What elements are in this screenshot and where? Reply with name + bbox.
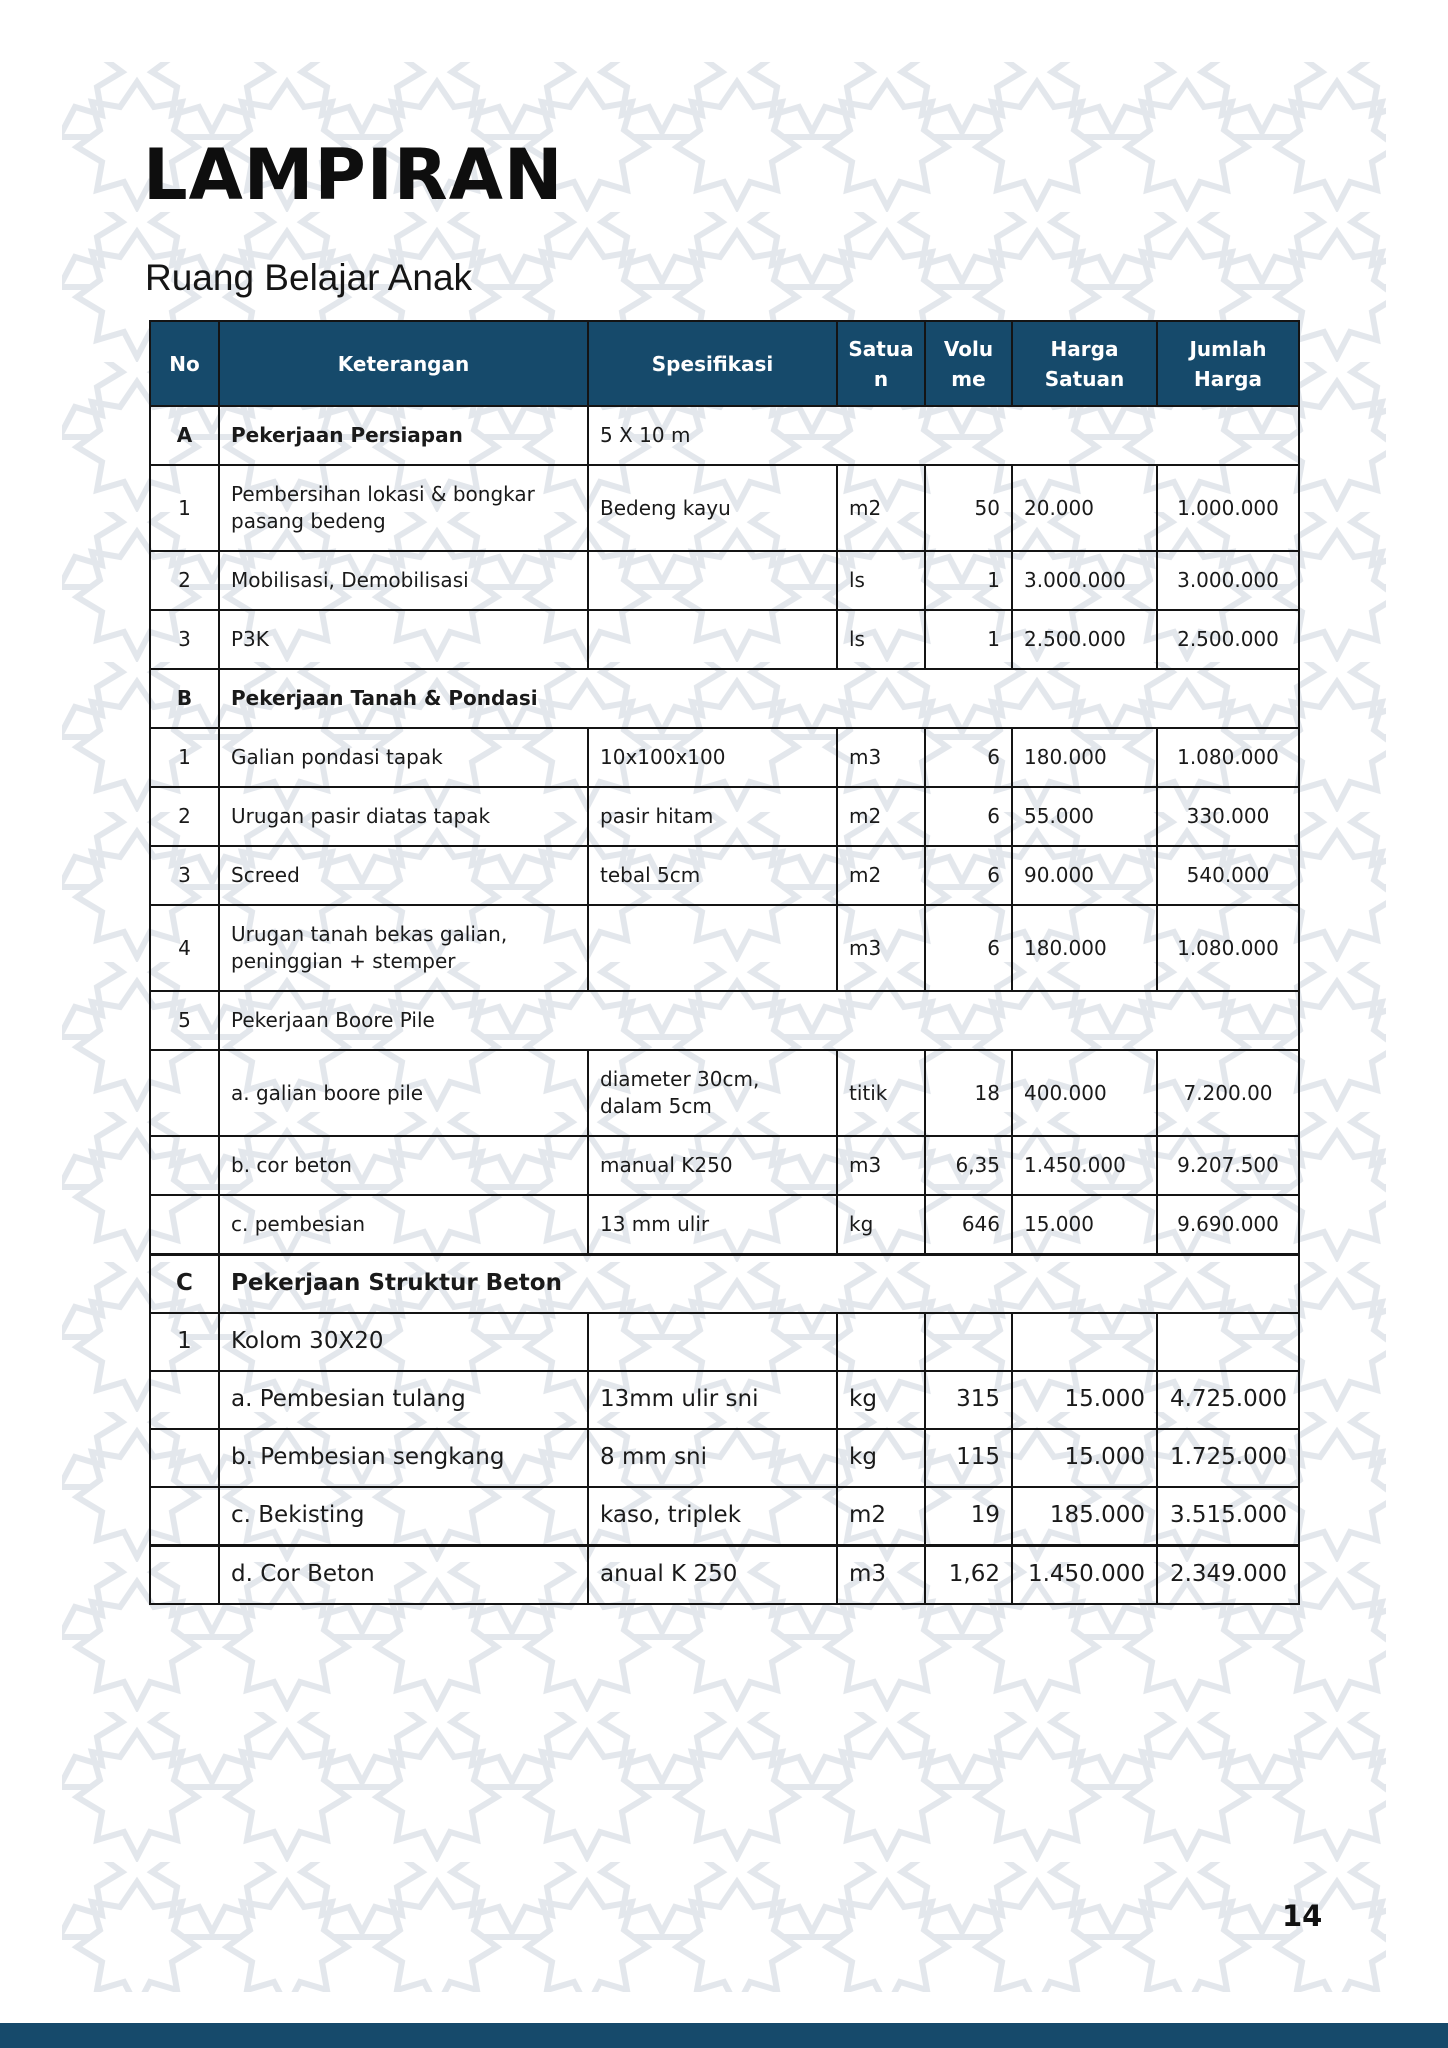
row-jumlah-harga: 3.000.000 (1157, 551, 1299, 610)
cost-table (149, 320, 1300, 1605)
table-row (150, 1371, 1299, 1429)
table-row (150, 846, 1299, 905)
subsection-row (150, 991, 1299, 1050)
table-row (150, 465, 1299, 551)
row-spesifikasi: kaso, triplek (588, 1487, 837, 1546)
row-no: 4 (150, 905, 219, 991)
row-jumlah-harga: 9.690.000 (1157, 1195, 1299, 1255)
row-keterangan: c. Bekisting (219, 1487, 588, 1546)
row-no: B (150, 669, 219, 728)
row-harga-satuan: 55.000 (1012, 787, 1157, 846)
table-row (150, 1050, 1299, 1136)
row-jumlah-harga: 1.080.000 (1157, 728, 1299, 787)
row-satuan: kg (837, 1429, 925, 1487)
header-satuan: Satua n (837, 321, 925, 406)
row-volume: 115 (925, 1429, 1012, 1487)
row-no: 2 (150, 787, 219, 846)
row-no (150, 1371, 219, 1429)
row-volume: 315 (925, 1371, 1012, 1429)
row-harga-satuan: 15.000 (1012, 1195, 1157, 1255)
row-satuan: kg (837, 1195, 925, 1255)
row-harga-satuan: 20.000 (1012, 465, 1157, 551)
row-harga-satuan (1012, 1313, 1157, 1371)
row-harga-satuan: 90.000 (1012, 846, 1157, 905)
row-harga-satuan: 180.000 (1012, 728, 1157, 787)
row-no: 1 (150, 728, 219, 787)
row-harga-satuan: 15.000 (1012, 1371, 1157, 1429)
row-keterangan: Galian pondasi tapak (219, 728, 588, 787)
section-row (150, 1255, 1299, 1314)
header-jumlah-harga: Jumlah Harga (1157, 321, 1299, 406)
row-spesifikasi: 5 X 10 m (588, 406, 1299, 465)
row-jumlah-harga: 1.000.000 (1157, 465, 1299, 551)
row-harga-satuan: 1.450.000 (1012, 1136, 1157, 1195)
row-spesifikasi: Bedeng kayu (588, 465, 837, 551)
table-row (150, 1136, 1299, 1195)
row-keterangan: Pekerjaan Tanah & Pondasi (219, 669, 1299, 728)
row-harga-satuan: 1.450.000 (1012, 1546, 1157, 1605)
row-volume: 646 (925, 1195, 1012, 1255)
row-no: 3 (150, 610, 219, 669)
row-spesifikasi: anual K 250 (588, 1546, 837, 1605)
row-keterangan: Urugan tanah bekas galian, peninggian + stemper (219, 905, 588, 991)
table-row (150, 905, 1299, 991)
row-no (150, 1546, 219, 1605)
table-row (150, 551, 1299, 610)
row-keterangan: Urugan pasir diatas tapak (219, 787, 588, 846)
row-volume: 1 (925, 610, 1012, 669)
row-volume: 19 (925, 1487, 1012, 1546)
row-harga-satuan: 180.000 (1012, 905, 1157, 991)
row-jumlah-harga (1157, 1313, 1299, 1371)
row-keterangan: Mobilisasi, Demobilisasi (219, 551, 588, 610)
row-satuan: m2 (837, 465, 925, 551)
row-no (150, 1050, 219, 1136)
row-no (150, 1429, 219, 1487)
row-harga-satuan: 400.000 (1012, 1050, 1157, 1136)
row-spesifikasi (588, 905, 837, 991)
row-keterangan: b. Pembesian sengkang (219, 1429, 588, 1487)
row-volume: 6 (925, 846, 1012, 905)
row-satuan: m2 (837, 787, 925, 846)
row-no: A (150, 406, 219, 465)
row-jumlah-harga: 7.200.00 (1157, 1050, 1299, 1136)
row-spesifikasi (588, 1313, 837, 1371)
row-keterangan: Pekerjaan Boore Pile (219, 991, 1299, 1050)
row-jumlah-harga: 1.080.000 (1157, 905, 1299, 991)
row-harga-satuan: 15.000 (1012, 1429, 1157, 1487)
row-no (150, 1136, 219, 1195)
row-volume: 6 (925, 905, 1012, 991)
row-spesifikasi: 13mm ulir sni (588, 1371, 837, 1429)
row-satuan: m3 (837, 1546, 925, 1605)
row-jumlah-harga: 4.725.000 (1157, 1371, 1299, 1429)
row-volume: 18 (925, 1050, 1012, 1136)
row-jumlah-harga: 2.500.000 (1157, 610, 1299, 669)
row-satuan: kg (837, 1371, 925, 1429)
row-jumlah-harga: 540.000 (1157, 846, 1299, 905)
row-keterangan: Pekerjaan Struktur Beton (219, 1255, 1299, 1314)
row-spesifikasi: tebal 5cm (588, 846, 837, 905)
table-header-row (150, 321, 1299, 406)
header-keterangan: Keterangan (219, 321, 588, 406)
row-keterangan: c. pembesian (219, 1195, 588, 1255)
row-harga-satuan: 3.000.000 (1012, 551, 1157, 610)
row-satuan: m2 (837, 846, 925, 905)
row-volume: 6 (925, 787, 1012, 846)
table-row (150, 1546, 1299, 1605)
row-jumlah-harga: 3.515.000 (1157, 1487, 1299, 1546)
row-volume: 1,62 (925, 1546, 1012, 1605)
row-satuan: ls (837, 551, 925, 610)
row-volume: 6 (925, 728, 1012, 787)
row-spesifikasi: pasir hitam (588, 787, 837, 846)
table-row (150, 787, 1299, 846)
row-volume (925, 1313, 1012, 1371)
section-row (150, 406, 1299, 465)
row-spesifikasi: 13 mm ulir (588, 1195, 837, 1255)
row-jumlah-harga: 2.349.000 (1157, 1546, 1299, 1605)
row-jumlah-harga: 1.725.000 (1157, 1429, 1299, 1487)
section-row (150, 669, 1299, 728)
row-harga-satuan: 2.500.000 (1012, 610, 1157, 669)
row-keterangan: Pembersihan lokasi & bongkar pasang bedeng (219, 465, 588, 551)
row-no: C (150, 1255, 219, 1314)
header-spesifikasi: Spesifikasi (588, 321, 837, 406)
row-satuan: m3 (837, 1136, 925, 1195)
table-row (150, 1487, 1299, 1546)
row-no: 5 (150, 991, 219, 1050)
header-volume: Volu me (925, 321, 1012, 406)
page-number: 14 (1282, 1899, 1323, 1933)
table-row (150, 1429, 1299, 1487)
row-spesifikasi (588, 551, 837, 610)
row-no (150, 1487, 219, 1546)
header-harga-satuan: Harga Satuan (1012, 321, 1157, 406)
row-keterangan: a. Pembesian tulang (219, 1371, 588, 1429)
row-jumlah-harga: 9.207.500 (1157, 1136, 1299, 1195)
row-satuan (837, 1313, 925, 1371)
row-keterangan: d. Cor Beton (219, 1546, 588, 1605)
row-keterangan: Screed (219, 846, 588, 905)
row-spesifikasi: manual K250 (588, 1136, 837, 1195)
row-spesifikasi: 10x100x100 (588, 728, 837, 787)
row-spesifikasi: diameter 30cm, dalam 5cm (588, 1050, 837, 1136)
row-jumlah-harga: 330.000 (1157, 787, 1299, 846)
row-volume: 1 (925, 551, 1012, 610)
row-spesifikasi (588, 610, 837, 669)
row-keterangan: P3K (219, 610, 588, 669)
row-no: 2 (150, 551, 219, 610)
row-harga-satuan: 185.000 (1012, 1487, 1157, 1546)
row-satuan: m3 (837, 728, 925, 787)
row-no: 1 (150, 1313, 219, 1371)
row-no: 1 (150, 465, 219, 551)
row-volume: 6,35 (925, 1136, 1012, 1195)
section-title: Ruang Belajar Anak (145, 257, 473, 298)
table-row (150, 610, 1299, 669)
table-row (150, 1313, 1299, 1371)
row-no: 3 (150, 846, 219, 905)
row-no (150, 1195, 219, 1255)
table-row (150, 1195, 1299, 1255)
header-no: No (150, 321, 219, 406)
row-keterangan: b. cor beton (219, 1136, 588, 1195)
row-keterangan: Kolom 30X20 (219, 1313, 588, 1371)
row-volume: 50 (925, 465, 1012, 551)
row-spesifikasi: 8 mm sni (588, 1429, 837, 1487)
row-keterangan: Pekerjaan Persiapan (219, 406, 588, 465)
row-satuan: ls (837, 610, 925, 669)
row-keterangan: a. galian boore pile (219, 1050, 588, 1136)
page-title: LAMPIRAN (143, 134, 564, 216)
row-satuan: m2 (837, 1487, 925, 1546)
row-satuan: m3 (837, 905, 925, 991)
table-row (150, 728, 1299, 787)
row-satuan: titik (837, 1050, 925, 1136)
